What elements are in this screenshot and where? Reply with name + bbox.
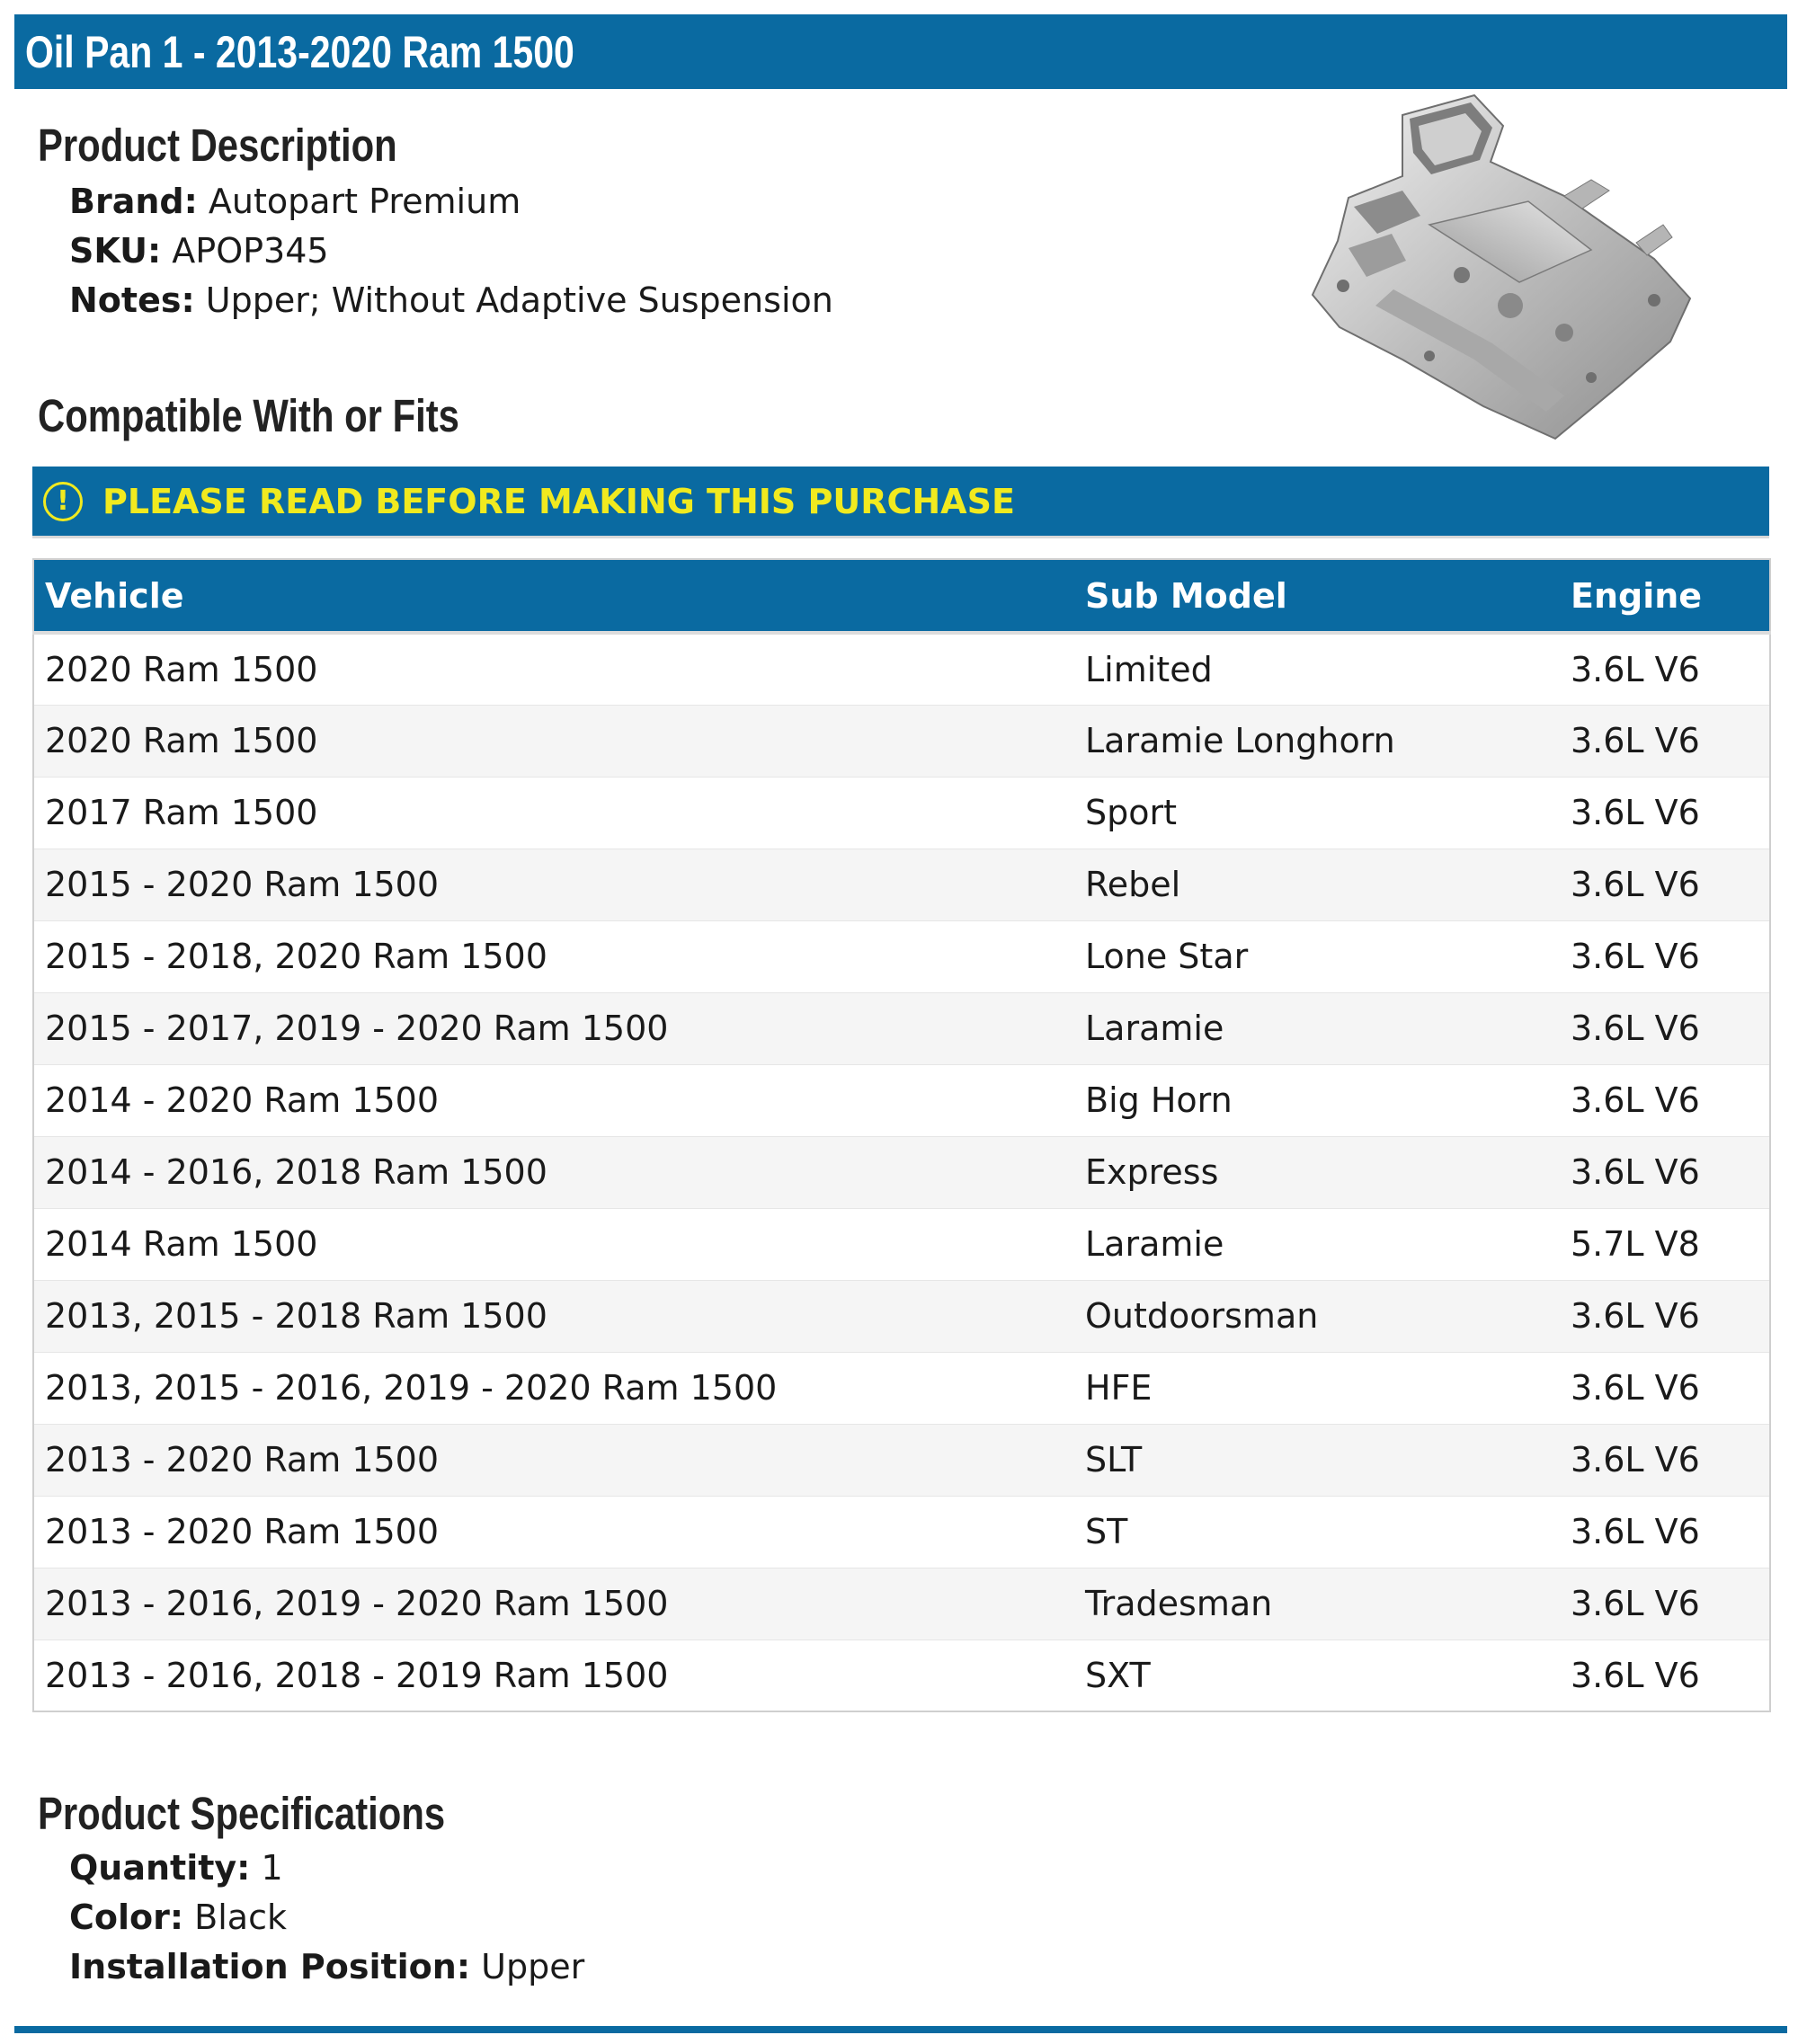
sku-value: APOP345 bbox=[172, 231, 329, 271]
fitment-table bbox=[32, 558, 1771, 1712]
oil-pan-image bbox=[1295, 90, 1717, 449]
cell-vehicle: 2013 - 2020 Ram 1500 bbox=[33, 1496, 1074, 1568]
cell-vehicle: 2013, 2015 - 2018 Ram 1500 bbox=[33, 1280, 1074, 1352]
table-row bbox=[33, 1136, 1770, 1208]
table-row bbox=[33, 1640, 1770, 1711]
purchase-warning-text: PLEASE READ BEFORE MAKING THIS PURCHASE bbox=[102, 481, 1015, 521]
notes-row bbox=[69, 280, 833, 320]
table-row bbox=[33, 777, 1770, 849]
quantity-value: 1 bbox=[261, 1848, 283, 1888]
cell-engine: 3.6L V6 bbox=[1560, 1496, 1770, 1568]
quantity-row bbox=[69, 1848, 283, 1888]
cell-sub-model: SLT bbox=[1074, 1424, 1560, 1496]
color-value: Black bbox=[194, 1897, 287, 1937]
cell-sub-model: Laramie bbox=[1074, 992, 1560, 1064]
cell-vehicle: 2017 Ram 1500 bbox=[33, 777, 1074, 849]
table-row bbox=[33, 920, 1770, 992]
sku-label: SKU: bbox=[69, 231, 162, 271]
table-row bbox=[33, 1064, 1770, 1136]
quantity-label: Quantity: bbox=[69, 1848, 251, 1888]
installation-position-row bbox=[69, 1947, 585, 1986]
cell-sub-model: Limited bbox=[1074, 633, 1560, 705]
cell-engine: 3.6L V6 bbox=[1560, 1352, 1770, 1424]
column-header-sub-model: Sub Model bbox=[1074, 559, 1560, 633]
cell-vehicle: 2015 - 2017, 2019 - 2020 Ram 1500 bbox=[33, 992, 1074, 1064]
exclamation-circle-icon: ! bbox=[43, 482, 83, 521]
cell-vehicle: 2014 - 2020 Ram 1500 bbox=[33, 1064, 1074, 1136]
table-row bbox=[33, 992, 1770, 1064]
cell-vehicle: 2020 Ram 1500 bbox=[33, 705, 1074, 777]
cell-vehicle: 2014 Ram 1500 bbox=[33, 1208, 1074, 1280]
cell-engine: 3.6L V6 bbox=[1560, 705, 1770, 777]
cell-sub-model: SXT bbox=[1074, 1640, 1560, 1711]
cell-engine: 3.6L V6 bbox=[1560, 920, 1770, 992]
cell-sub-model: Sport bbox=[1074, 777, 1560, 849]
cell-sub-model: Laramie Longhorn bbox=[1074, 705, 1560, 777]
cell-sub-model: HFE bbox=[1074, 1352, 1560, 1424]
purchase-warning-banner bbox=[32, 467, 1769, 538]
cell-sub-model: ST bbox=[1074, 1496, 1560, 1568]
cell-engine: 3.6L V6 bbox=[1560, 1064, 1770, 1136]
brand-row bbox=[69, 182, 521, 221]
notes-value: Upper; Without Adaptive Suspension bbox=[205, 280, 833, 320]
cell-vehicle: 2015 - 2020 Ram 1500 bbox=[33, 849, 1074, 920]
notes-label: Notes: bbox=[69, 280, 195, 320]
installation-position-label: Installation Position: bbox=[69, 1947, 471, 1986]
installation-position-value: Upper bbox=[481, 1947, 585, 1986]
table-row bbox=[33, 849, 1770, 920]
table-row bbox=[33, 1352, 1770, 1424]
cell-engine: 3.6L V6 bbox=[1560, 1568, 1770, 1640]
cell-engine: 5.7L V8 bbox=[1560, 1208, 1770, 1280]
cell-engine: 3.6L V6 bbox=[1560, 777, 1770, 849]
cell-sub-model: Laramie bbox=[1074, 1208, 1560, 1280]
cell-engine: 3.6L V6 bbox=[1560, 1280, 1770, 1352]
cell-vehicle: 2013 - 2016, 2018 - 2019 Ram 1500 bbox=[33, 1640, 1074, 1711]
cell-engine: 3.6L V6 bbox=[1560, 1640, 1770, 1711]
table-row bbox=[33, 1208, 1770, 1280]
cell-engine: 3.6L V6 bbox=[1560, 1424, 1770, 1496]
title-bar bbox=[14, 14, 1787, 89]
cell-sub-model: Big Horn bbox=[1074, 1064, 1560, 1136]
cell-engine: 3.6L V6 bbox=[1560, 992, 1770, 1064]
table-row bbox=[33, 1496, 1770, 1568]
cell-engine: 3.6L V6 bbox=[1560, 849, 1770, 920]
table-row bbox=[33, 1424, 1770, 1496]
sku-row bbox=[69, 231, 329, 271]
cell-vehicle: 2014 - 2016, 2018 Ram 1500 bbox=[33, 1136, 1074, 1208]
cell-sub-model: Outdoorsman bbox=[1074, 1280, 1560, 1352]
color-row bbox=[69, 1897, 287, 1937]
column-header-engine: Engine bbox=[1560, 559, 1770, 633]
cell-vehicle: 2015 - 2018, 2020 Ram 1500 bbox=[33, 920, 1074, 992]
table-row bbox=[33, 633, 1770, 705]
cell-vehicle: 2013, 2015 - 2016, 2019 - 2020 Ram 1500 bbox=[33, 1352, 1074, 1424]
table-row bbox=[33, 1280, 1770, 1352]
column-header-vehicle: Vehicle bbox=[33, 559, 1074, 633]
cell-sub-model: Express bbox=[1074, 1136, 1560, 1208]
brand-label: Brand: bbox=[69, 182, 198, 221]
table-row bbox=[33, 1568, 1770, 1640]
table-header-row bbox=[33, 559, 1770, 633]
footer-divider bbox=[14, 2026, 1787, 2033]
cell-engine: 3.6L V6 bbox=[1560, 1136, 1770, 1208]
product-specifications-heading: Product Specifications bbox=[38, 1788, 446, 1839]
compatibility-heading: Compatible With or Fits bbox=[38, 390, 459, 441]
page-title: Oil Pan 1 - 2013-2020 Ram 1500 bbox=[25, 26, 574, 77]
product-description-heading: Product Description bbox=[38, 120, 397, 171]
cell-vehicle: 2020 Ram 1500 bbox=[33, 633, 1074, 705]
cell-engine: 3.6L V6 bbox=[1560, 633, 1770, 705]
cell-sub-model: Rebel bbox=[1074, 849, 1560, 920]
cell-vehicle: 2013 - 2016, 2019 - 2020 Ram 1500 bbox=[33, 1568, 1074, 1640]
cell-sub-model: Tradesman bbox=[1074, 1568, 1560, 1640]
color-label: Color: bbox=[69, 1897, 184, 1937]
cell-vehicle: 2013 - 2020 Ram 1500 bbox=[33, 1424, 1074, 1496]
brand-value: Autopart Premium bbox=[208, 182, 521, 221]
cell-sub-model: Lone Star bbox=[1074, 920, 1560, 992]
table-row bbox=[33, 705, 1770, 777]
